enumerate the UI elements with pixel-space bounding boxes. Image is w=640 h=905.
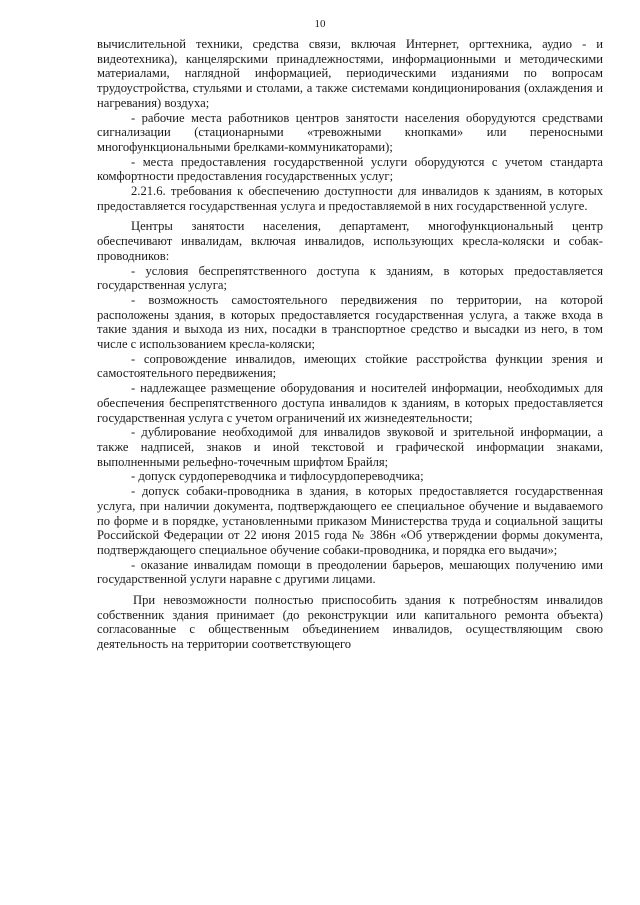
paragraph: - дублирование необходимой для инвалидов звуковой и зрительной информации, а также надписей, знаков и иной текстовой и графической информации знаками, выполненными рельефно-точечным шрифтом Брайля; — [97, 425, 603, 469]
paragraph: - места предоставления государственной услуги оборудуются с учетом стандарта комфортности предоставления государственных услуг; — [97, 154, 603, 184]
paragraph: - допуск собаки-проводника в здания, в которых предоставляется государственная услуга, при наличии документа, подтверждающего ее специальное обучение и выдаваемого по форме и в порядке, установленными приказом Министерства труда и социальной защиты Российской Федерации от 22 июня 2015 года № 386н «Об утверждении формы документа, подтверждающего специальное обучение собаки-проводника, и порядка его выдачи»; — [97, 484, 603, 557]
page-number: 10 — [314, 18, 326, 30]
paragraph: - оказание инвалидам помощи в преодолении барьеров, мешающих получению ими государственной услуги наравне с другими лицами. — [97, 557, 603, 587]
paragraph: - сопровождение инвалидов, имеющих стойкие расстройства функции зрения и самостоятельного передвижения; — [97, 351, 603, 381]
paragraph: - возможность самостоятельного передвижения по территории, на которой расположены здания, в которых предоставляется государственная услуга, а также входа в такие здания и выхода из них, посадки в транспортное средство и высадки из него, в том числе с использованием кресла-коляски; — [97, 292, 603, 352]
paragraph: - надлежащее размещение оборудования и носителей информации, необходимых для обеспечения беспрепятственного доступа инвалидов к зданиям, в которых предоставляется государственная услуга с учетом ограничений их жизнедеятельности; — [97, 381, 603, 425]
paragraph: - условия беспрепятственного доступа к зданиям, в которых предоставляется государственная услуга; — [97, 263, 603, 293]
paragraph: Центры занятости населения, департамент, многофункциональный центр обеспечивают инвалидам, включая инвалидов, использующих кресла-коляски и собак-проводников: — [97, 219, 603, 263]
paragraph: - допуск сурдопереводчика и тифлосурдопереводчика; — [131, 469, 424, 484]
paragraph: 2.21.6. требования к обеспечению доступности для инвалидов к зданиям, в которых предоставляется государственная услуга и предоставляемой в них государственной услуге. — [97, 184, 603, 213]
paragraph: - рабочие места работников центров занятости населения оборудуются средствами сигнализации (стационарными «тревожными кнопками» или переносными многофункциональными брелками-коммуникаторами); — [97, 110, 603, 154]
paragraph: При невозможности полностью приспособить здания к потребностям инвалидов собственник здания принимает (до реконструкции или капитального ремонта объекта) согласованные с общественным объединением инвалидов, осуществляющим свою деятельность на территории соответствующего — [97, 593, 603, 652]
paragraph: вычислительной техники, средства связи, включая Интернет, оргтехника, аудио - и видеотехника), канцелярскими принадлежностями, информационными и методическими материалами, наглядной информацией, периодическими изданиями по вопросам трудоустройства, стульями и столами, а также системами кондиционирования (охлаждения и нагревания) воздуха; — [97, 37, 603, 110]
document-body — [97, 37, 603, 652]
